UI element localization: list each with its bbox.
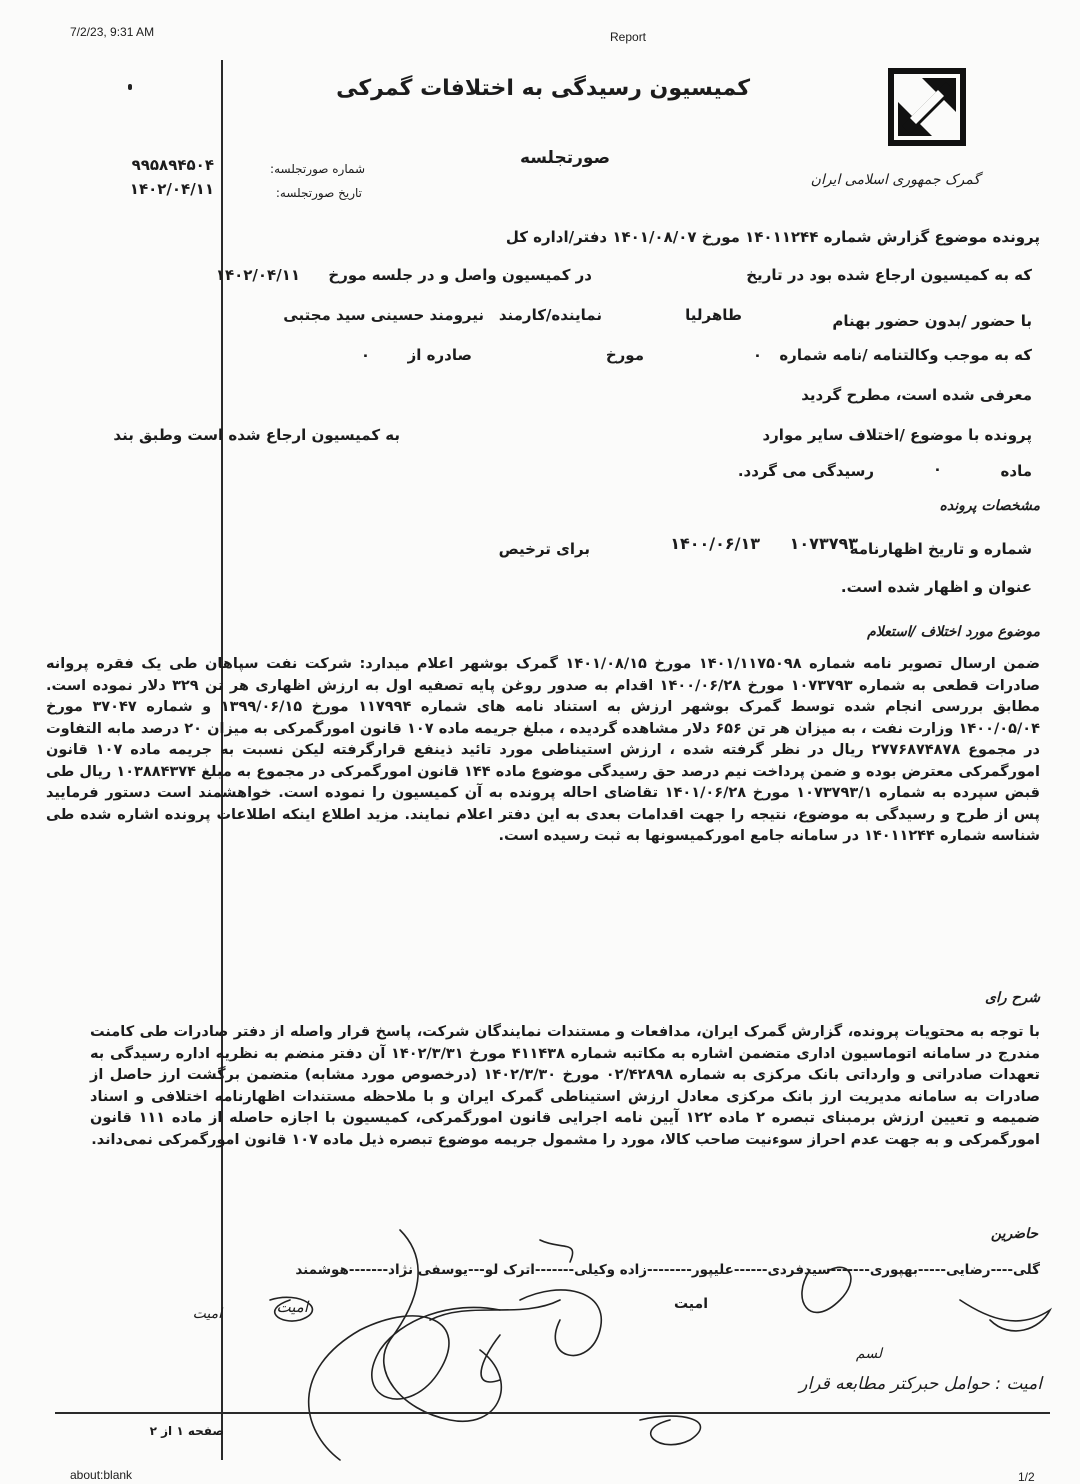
- attendee-annotation-3: امیت: [192, 1306, 222, 1322]
- declared-title-line: عنوان و اظهار شده است.: [840, 578, 1032, 596]
- section-case-specs: مشخصات پرونده: [939, 498, 1040, 514]
- declaration-label: شماره و تاریخ اظهارنامه: [849, 540, 1032, 558]
- declaration-date: ۱۴۰۰/۰۶/۱۳: [670, 534, 760, 553]
- form-issued-by-label: صادره از: [407, 346, 472, 364]
- form-article-value: ۰: [932, 460, 942, 478]
- customs-emblem-icon: [888, 68, 966, 146]
- dispute-heading: موضوع مورد اختلاف /استعلام: [867, 624, 1040, 640]
- form-article-label: ماده: [1000, 462, 1032, 480]
- bottom-rule: [55, 1412, 1050, 1414]
- minutes-date-label: تاریخ صورتجلسه:: [275, 186, 362, 200]
- form-power-of-attorney-text: که به موجب وکالتنامه /نامه شماره: [779, 346, 1032, 364]
- form-presence-text: با حضور /بدون حضور بهنام: [832, 312, 1032, 330]
- minutes-number: ۹۹۵۸۹۴۵۰۴: [131, 156, 214, 174]
- print-url: about:blank: [70, 1468, 133, 1482]
- form-clause-text: به کمیسیون ارجاع شده است وطبق بند: [113, 426, 400, 444]
- form-party-name: طاهرلیا: [685, 306, 742, 324]
- form-representative-name: نیرومند حسینی سید مجتبی: [283, 306, 484, 324]
- print-page-number: 1/2: [1018, 1470, 1035, 1484]
- print-datetime: 7/2/23, 9:31 AM: [70, 25, 155, 39]
- form-received-text: در کمیسیون واصل و در جلسه مورخ: [328, 266, 592, 284]
- opinion-body: با توجه به محتویات پرونده، گزارش گمرک ایران، مدافعات و مستندات نمایندگان شرکت، پاسخ قرار واصله از دفتر صادرات طی کامنت مندرج در سامانه اتوماسیون اداری متضمن اشاره به مکاتبه شماره ۴۱۱۴۳۸ مورخ ۱۴۰۲/۳/۳۱ آن دفتر منضم به نظریه اداره رسیدگی به تعهدات صادراتی و وارداتی بانک مرکزی به شماره ۰۲/۴۲۸۹۸ مورخ ۱۴۰۲/۳/۳۰ (درخصوص مورد مشابه) متضمن برگشت ارز حاصل از صادرات به سامانه مدیریت ارز بانک مرکزی معادل ارزش استیناطی گمرک ایران و با ملاحظه مستندات اظهارنامه اختلافی و اسناد ضمیمه و تعیین ارزش برمبنای تبصره ۲ ماده ۱۲۲ آیین نامه اجرایی قانون امورگمرکی، کمیسیون با اجازه حاصله از ماده ۱۱۱ قانون امورگمرکی و به جهت عدم احراز سوءنیت صاحب کالا، مورد را مشمول جریمه موضوع تبصره ذیل ماده ۱۰۷ قانون امورگمرکی نمی‌داند.: [90, 1024, 1040, 1148]
- print-title: Report: [610, 30, 647, 44]
- logo-caption: گمرک جمهوری اسلامی ایران: [810, 172, 980, 188]
- form-letter-date-label: مورخ: [605, 346, 644, 364]
- small-dot-mark: [128, 84, 132, 90]
- attendees-heading: حاضرین: [990, 1226, 1038, 1242]
- minutes-date: ۱۴۰۲/۰۴/۱۱: [129, 180, 214, 198]
- declaration-purpose: برای ترخیص: [498, 540, 590, 558]
- form-subject-text: پرونده با موضوع /اختلاف سایر موارد: [762, 426, 1032, 444]
- bottom-handwritten-note-2: لسم: [855, 1346, 882, 1362]
- commission-title: کمیسیون رسیدگی به اختلافات گمرکی: [336, 76, 750, 101]
- form-session-date: ۱۴۰۲/۰۴/۱۱: [215, 266, 300, 284]
- form-representative-label: نماینده/کارمند: [498, 306, 602, 324]
- form-introduced-text: معرفی شده است، مطرح گردید: [801, 386, 1032, 404]
- attendee-annotation-1: امیت: [673, 1296, 708, 1312]
- declaration-number: ۱۰۷۳۷۹۳: [789, 534, 858, 553]
- form-issued-by-value: ۰: [360, 346, 370, 364]
- attendee-annotation-2: امیت: [276, 1298, 308, 1316]
- opinion-heading: شرح رای: [985, 990, 1040, 1006]
- bottom-handwritten-note: امیت : حوامل حبرکتر مطابعه قرار: [799, 1374, 1042, 1394]
- form-letter-number: ۰: [752, 346, 762, 364]
- dispute-body: ضمن ارسال تصویر نامه شماره ۱۴۰۱/۱۱۷۵۰۹۸ مورخ ۱۴۰۱/۰۸/۱۵ گمرک بوشهر اعلام میدارد: شرکت نفت سپاهان طی یک فقره پروانه صادرات قطعی به شماره ۱۰۷۳۷۹۳ مورخ ۱۴۰۰/۰۶/۲۸ اقدام به صدور روغن پایه تصفیه اول به ارزش اظهاری هر تن ۳۲۹ دلار نموده است. مطابق بررسی انجام شده توسط گمرک بوشهر ارزش به استناد نامه های شماره ۱۱۷۹۹۴ مورخ ۱۳۹۹/۰۶/۱۵ و شماره ۳۷۰۴۷ مورخ ۱۴۰۰/۰۵/۰۴ وزارت نفت ، به میزان هر تن ۶۵۶ دلار مشاهده گردیده ، مبلغ جریمه ماده ۱۰۷ قانون امورگمرکی به میزان ۲۰ درصد مابه التفاوت در مجموع ۲۷۷۶۸۷۴۸۷۸ ریال در نظر گرفته شده ، ارزش استیناطی مورد تائید ذینفع قرارگرفته لیکن نسبت به جریمه ماده ۱۰۷ قانون امورگمرکی معترض بوده و ضمن پرداخت نیم درصد حق رسیدگی موضوع ماده ۱۴۴ قانون امورگمرکی در مجموع به مبلغ ۱۰۳۸۸۴۳۷۴ ریال طی قبض سپرده به شماره ۱۰۷۳۷۹۳/۱ مورخ ۱۴۰۱/۰۶/۲۸ تقاضای احاله پرونده به آن کمیسیون را نموده است. خواهشمند است دستور فرمایید پس از طرح و رسیدگی به موضوع، نتیجه را جهت اقدامات بعدی به این دفتر اعلام نمایند. مزید اطلاع اینکه اطلاعات پرونده اشاره شده طی شناسه شماره ۱۴۰۱۱۲۴۴ در سامانه جامع امورکمیسونها به ثبت رسیده است.: [46, 656, 1041, 844]
- customs-logo: [888, 68, 966, 146]
- form-review-text: رسیدگی می گردد.: [737, 462, 874, 480]
- page-indicator: صفحه ۱ از ۲: [149, 1424, 224, 1438]
- document-type: صورتجلسه: [519, 148, 610, 168]
- form-referral-text: که به کمیسیون ارجاع شده بود در تاریخ: [746, 266, 1032, 284]
- form-case-line: پرونده موضوع گزارش شماره ۱۴۰۱۱۲۴۴ مورخ ۱۴۰۱/۰۸/۰۷ دفتر/اداره کل: [505, 228, 1040, 246]
- minutes-number-label: شماره صورتجلسه:: [270, 162, 365, 176]
- attendees-list: گلی----رضایی-----بهپوری-------سیدفردی------علیپور--------زاده وکیلی-------اترک لو---یوسفی نژاد-------هوشمند: [295, 1262, 1040, 1278]
